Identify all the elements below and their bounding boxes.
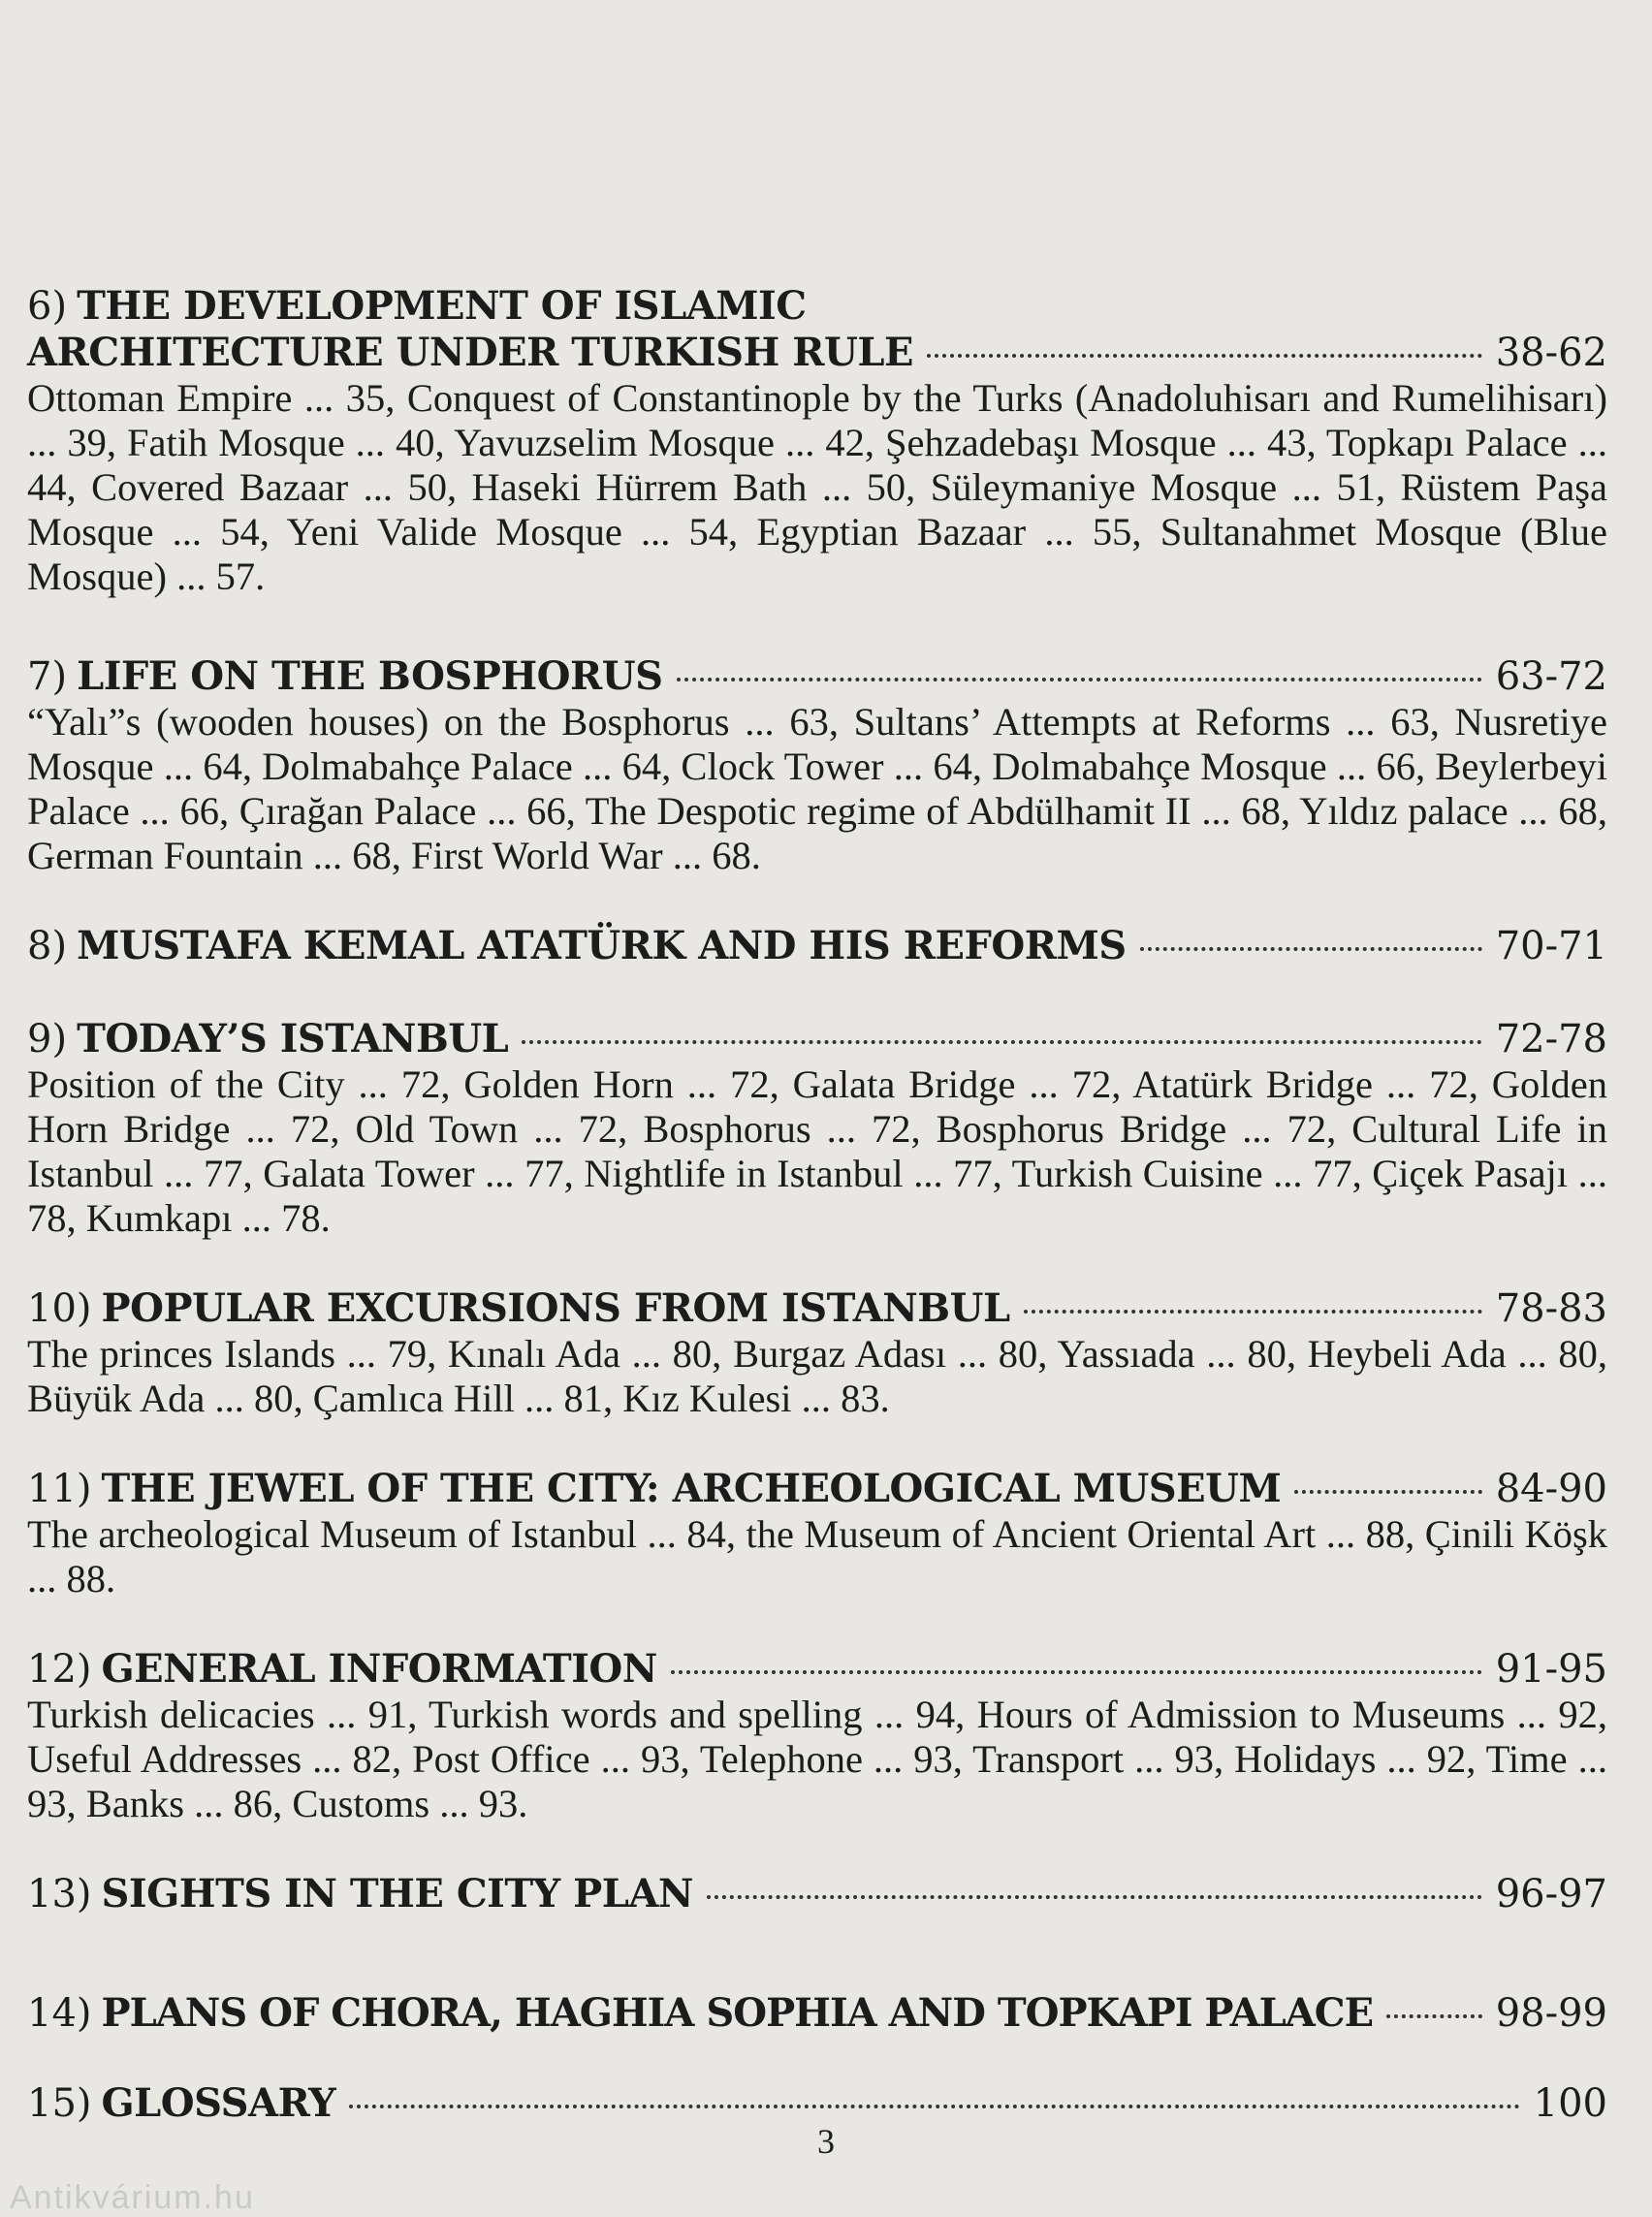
toc-entry-heading bbox=[27, 1285, 1607, 1332]
toc-entry-12 bbox=[27, 1646, 1607, 1826]
toc-entry-pages: 98-99 bbox=[1495, 1991, 1607, 2036]
toc-entry-number: 14) bbox=[27, 1991, 92, 2036]
toc-entry-description: The princes Islands ... 79, Kınalı Ada ... 80, Burgaz Adası ... 80, Yassıada ... 80, Heybeli Ada ... 80, Büyük Ada ... 80, Çamlıca Hill ... 81, Kız Kulesi ... 83. bbox=[27, 1332, 1607, 1420]
toc-entry-8 bbox=[27, 923, 1607, 969]
toc-entry-heading bbox=[27, 1466, 1607, 1512]
toc-entry-heading bbox=[27, 1871, 1607, 1917]
toc-entry-heading bbox=[27, 1646, 1607, 1693]
toc-entry-heading bbox=[27, 2080, 1607, 2127]
toc-entry-title: POPULAR EXCURSIONS FROM ISTANBUL bbox=[101, 1285, 1010, 1331]
toc-entry-number: 15) bbox=[27, 2081, 92, 2126]
toc-entry-15 bbox=[27, 2080, 1607, 2127]
toc-entry-14 bbox=[27, 1990, 1607, 2037]
dot-leader bbox=[927, 354, 1482, 358]
toc-entry-number: 10) bbox=[27, 1286, 92, 1331]
toc-entry-heading bbox=[27, 653, 1607, 700]
toc-entry-pages: 38-62 bbox=[1495, 331, 1607, 375]
toc-entry-pages: 63-72 bbox=[1495, 654, 1607, 699]
toc-entry-title: GENERAL INFORMATION bbox=[101, 1646, 657, 1692]
toc-entry-title: MUSTAFA KEMAL ATATÜRK AND HIS REFORMS bbox=[77, 923, 1127, 968]
dot-leader bbox=[1140, 947, 1482, 951]
dot-leader bbox=[671, 1670, 1482, 1674]
toc-entry-description: Position of the City ... 72, Golden Horn ... 72, Galata Bridge ... 72, Atatürk Bridge ... 72, Golden Horn Bridge ... 72, Old Town ... 72, Bosphorus ... 72, Bosphorus Bridge ... 72, Cultural Life in Istanbul ... 77, Galata Tower ... 77, Nightlife in Istanbul ... 77, Turkish Cuisine ... 77, Çiçek Pasajı ... 78, Kumkapı ... 78. bbox=[27, 1062, 1607, 1240]
toc-entry-title: GLOSSARY bbox=[101, 2080, 336, 2126]
toc-entry-heading bbox=[27, 1990, 1607, 2037]
toc-entry-description: Turkish delicacies ... 91, Turkish words and spelling ... 94, Hours of Admission to Museums ... 92, Useful Addresses ... 82, Post Office ... 93, Telephone ... 93, Transport ... 93, Holidays ... 92, Time ... 93, Banks ... 86, Customs ... 93. bbox=[27, 1693, 1607, 1825]
toc-entry-number: 11) bbox=[27, 1467, 92, 1511]
watermark: Antikvárium.hu bbox=[10, 2179, 255, 2216]
toc-entry-13 bbox=[27, 1871, 1607, 1917]
dot-leader bbox=[1386, 2014, 1482, 2018]
toc-entry-pages: 70-71 bbox=[1495, 924, 1607, 968]
toc-entry-pages: 91-95 bbox=[1495, 1647, 1607, 1692]
toc-entry-pages: 78-83 bbox=[1495, 1286, 1607, 1331]
toc-entry-9 bbox=[27, 1016, 1607, 1241]
page-number: 3 bbox=[817, 2122, 835, 2161]
toc-entry-title: SIGHTS IN THE CITY PLAN bbox=[101, 1871, 693, 1916]
toc-entry-title-line1: THE DEVELOPMENT OF ISLAMIC bbox=[77, 283, 807, 329]
toc-entry-description: “Yalı”s (wooden houses) on the Bosphorus ... 63, Sultans’ Attempts at Reforms ... 63, Nusretiye Mosque ... 64, Dolmabahçe Palace ... 64, Clock Tower ... 64, Dolmabahçe Mosque ... 66, Beylerbeyi Palace ... 66, Çırağan Palace ... 66, The Despotic regime of Abdülhamit II ... 68, Yıldız palace ... 68, German Fountain ... 68, First World War ... 68. bbox=[27, 700, 1607, 877]
toc-entry-heading bbox=[27, 1016, 1607, 1062]
dot-leader bbox=[1024, 1310, 1482, 1314]
toc-entry-description: The archeological Museum of Istanbul ... 84, the Museum of Ancient Oriental Art ... 88, Çinili Köşk ... 88. bbox=[27, 1512, 1607, 1600]
toc-entry-heading bbox=[27, 923, 1607, 969]
dot-leader bbox=[707, 1895, 1482, 1899]
toc-entry-title: LIFE ON THE BOSPHORUS bbox=[77, 653, 663, 699]
dot-leader bbox=[349, 2105, 1520, 2108]
toc-entry-6 bbox=[27, 283, 1607, 599]
toc-entry-title: THE JEWEL OF THE CITY: ARCHEOLOGICAL MUSEUM bbox=[101, 1466, 1282, 1511]
toc-entry-heading bbox=[27, 330, 1607, 376]
dot-leader bbox=[677, 678, 1482, 681]
toc-entry-description: Ottoman Empire ... 35, Conquest of Constantinople by the Turks (Anadoluhisarı and Rumelihisarı) ... 39, Fatih Mosque ... 40, Yavuzselim Mosque ... 42, Şehzadebaşı Mosque ... 43, Topkapı Palace ... 44, Covered Bazaar ... 50, Haseki Hürrem Bath ... 50, Süleymaniye Mosque ... 51, Rüstem Paşa Mosque ... 54, Yeni Valide Mosque ... 54, Egyptian Bazaar ... 55, Sultanahmet Mosque (Blue Mosque) ... 57. bbox=[27, 376, 1607, 598]
toc-entry-heading-line1 bbox=[27, 283, 1607, 330]
toc-entry-number: 7) bbox=[27, 654, 68, 699]
toc-entry-number: 8) bbox=[27, 924, 68, 968]
toc-entry-number: 12) bbox=[27, 1647, 92, 1692]
toc-entry-title: ARCHITECTURE UNDER TURKISH RULE bbox=[27, 330, 914, 375]
toc-entry-pages: 84-90 bbox=[1495, 1467, 1607, 1511]
toc-entry-11 bbox=[27, 1466, 1607, 1601]
toc-entry-title: PLANS OF CHORA, HAGHIA SOPHIA AND TOPKAPI PALACE bbox=[101, 1990, 1374, 2036]
toc-entry-pages: 72-78 bbox=[1495, 1017, 1607, 1061]
toc-entry-title: TODAY’S ISTANBUL bbox=[77, 1016, 509, 1061]
toc-entry-number: 6) bbox=[27, 284, 68, 329]
dot-leader bbox=[1294, 1490, 1481, 1494]
toc-entry-number: 9) bbox=[27, 1017, 68, 1061]
toc-entry-7 bbox=[27, 653, 1607, 878]
table-of-contents bbox=[27, 283, 1607, 2177]
toc-entry-pages: 96-97 bbox=[1495, 1872, 1607, 1916]
dot-leader bbox=[522, 1040, 1481, 1044]
toc-entry-10 bbox=[27, 1285, 1607, 1421]
toc-entry-number: 13) bbox=[27, 1872, 92, 1916]
toc-entry-pages: 100 bbox=[1533, 2081, 1607, 2126]
